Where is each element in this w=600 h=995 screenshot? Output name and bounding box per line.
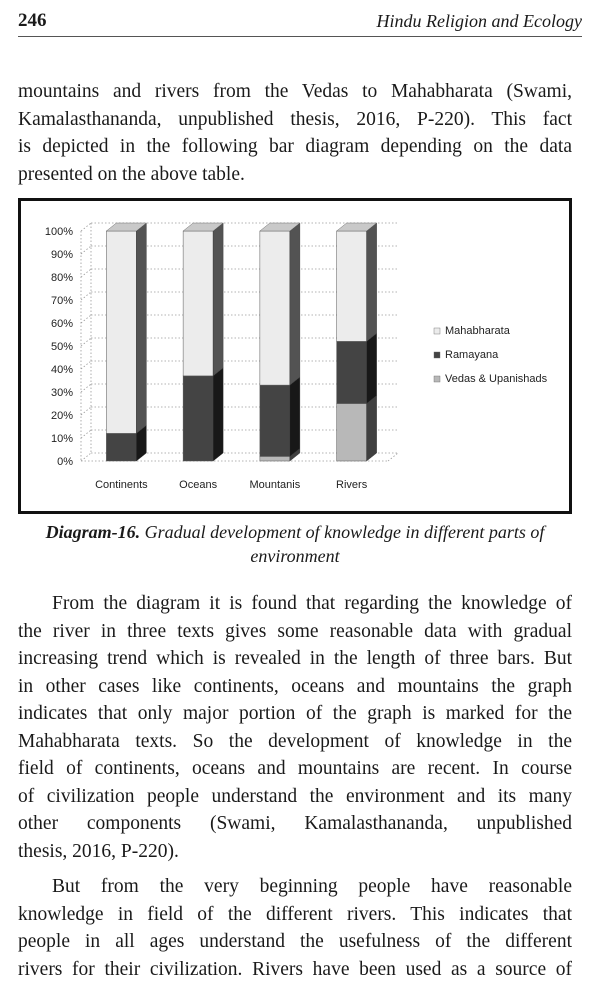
y-tick-label: 80% <box>50 272 73 284</box>
text-line: in other cases like continents, oceans and mountains the graph <box>18 675 572 697</box>
bar-segment-side <box>136 223 146 433</box>
body-paragraph-1 <box>18 590 572 865</box>
text-line: the river in three texts gives some reasonable data with gradual <box>18 620 572 642</box>
text-line: But from the very beginning people have reasonable <box>52 876 572 897</box>
y-tick-label: 70% <box>50 295 73 307</box>
legend-swatch <box>434 328 440 334</box>
text-line: presented on the above table. <box>18 163 245 185</box>
legend-label: Ramayana <box>445 349 499 361</box>
intro-paragraph <box>18 78 572 188</box>
text-line: thesis, 2016, P-220). <box>18 840 179 862</box>
y-tick-label: 50% <box>50 341 73 353</box>
y-tick-label: 0% <box>57 456 73 468</box>
floor-edge <box>388 453 398 461</box>
text-line: mountains and rivers from the Vedas to Mahabharata (Swami, <box>18 81 572 102</box>
gridline-depth <box>81 315 91 323</box>
gridline-depth <box>81 246 91 254</box>
gridline-depth <box>81 361 91 369</box>
gridline-depth <box>81 338 91 346</box>
x-tick-label: Mountanis <box>249 479 301 491</box>
text-line: Kamalasthananda, unpublished thesis, 2016, P-220). This fact <box>18 108 572 130</box>
text-line: field of continents, oceans and mountains are recent. In course <box>18 758 572 779</box>
text-line: knowledge in field of the different rivers. This indicates that <box>18 903 572 925</box>
bar-segment-side <box>367 333 377 403</box>
gridline-depth <box>81 223 91 231</box>
bar-segment-side <box>290 223 300 385</box>
bar-segment-side <box>213 368 223 461</box>
text-line: other components (Swami, Kamalasthananda, unpublished <box>18 813 572 834</box>
bar-segment-side <box>367 396 377 462</box>
gridline-depth <box>81 384 91 392</box>
page-number: 246 <box>18 10 47 31</box>
bar-segment <box>183 231 213 376</box>
text-line: people in all ages understand the usefulness of the different <box>18 931 572 952</box>
y-tick-label: 10% <box>50 433 73 445</box>
bar-segment <box>337 404 367 462</box>
text-line: is depicted in the following bar diagram depending on the data <box>18 136 572 157</box>
text-line: rivers for their civilization. Rivers have been used as a source of <box>18 958 572 980</box>
x-tick-label: Oceans <box>179 479 218 491</box>
bar-segment-side <box>213 223 223 376</box>
gridline-depth <box>81 453 91 461</box>
stacked-bar-chart <box>21 201 569 511</box>
y-tick-label: 40% <box>50 364 73 376</box>
figure-caption <box>18 520 572 568</box>
y-tick-label: 100% <box>44 226 73 238</box>
text-line: increasing trend which is revealed in the length of three bars. But <box>18 648 572 669</box>
bar-chart-figure <box>18 198 572 514</box>
gridline-depth <box>81 430 91 438</box>
text-line: Mahabharata texts. So the development of knowledge in the <box>18 730 572 752</box>
bar-segment <box>260 231 290 385</box>
bar-segment-side <box>290 377 300 456</box>
text-line: From the diagram it is found that regarding the knowledge of <box>52 593 572 614</box>
gridline-depth <box>81 292 91 300</box>
running-title: Hindu Religion and Ecology <box>376 11 582 31</box>
legend-swatch <box>434 376 440 382</box>
bar-segment <box>337 341 367 403</box>
caption-text: Gradual development of knowledge in different parts of environment <box>144 522 545 566</box>
text-line: indicates that only major portion of the graph is marked for the <box>18 703 572 724</box>
bar-segment <box>337 231 367 341</box>
legend-label: Mahabharata <box>445 325 510 337</box>
y-tick-label: 60% <box>50 318 73 330</box>
body-paragraph-2 <box>18 873 572 983</box>
bar-segment-side <box>367 223 377 341</box>
y-tick-label: 20% <box>50 410 73 422</box>
bar-segment <box>260 456 290 461</box>
text-line: of civilization people understand the environment and its many <box>18 785 572 807</box>
legend-swatch <box>434 352 440 358</box>
x-tick-label: Continents <box>95 479 148 491</box>
legend-label: Vedas & Upanishads <box>445 373 548 385</box>
gridline-depth <box>81 407 91 415</box>
bar-segment <box>260 385 290 456</box>
gridline-depth <box>81 269 91 277</box>
x-tick-label: Rivers <box>336 479 368 491</box>
y-tick-label: 90% <box>50 249 73 261</box>
bar-segment <box>106 231 136 433</box>
caption-label: Diagram-16. <box>45 522 141 542</box>
running-header <box>18 8 582 37</box>
y-tick-label: 30% <box>50 387 73 399</box>
bar-segment <box>106 433 136 461</box>
bar-segment <box>183 376 213 461</box>
